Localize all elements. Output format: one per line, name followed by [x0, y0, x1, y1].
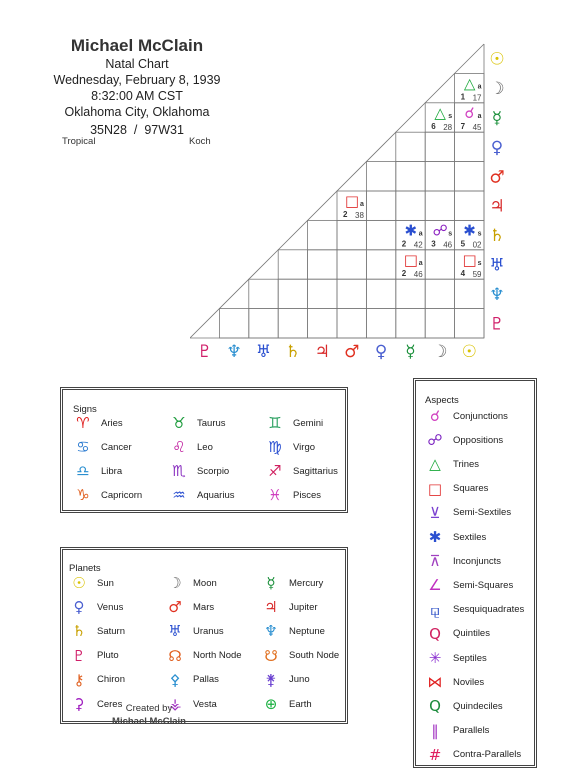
ceres-icon: ⚳	[73, 695, 85, 713]
aspect-cells	[343, 74, 482, 278]
inconjuncts-icon: ⊼	[429, 552, 441, 571]
aspect-item	[425, 672, 484, 692]
sextile-icon: ✱	[404, 221, 418, 240]
aspects-legend-title: Aspects	[425, 395, 459, 406]
planet-label: Juno	[289, 674, 310, 686]
planet-item	[261, 646, 339, 666]
aspect-item	[425, 430, 503, 450]
jupiter-column-icon: ♃	[314, 342, 330, 362]
sextile-aspect	[461, 221, 482, 249]
sign-label: Scorpio	[197, 465, 230, 477]
aspect-label: Sesquiquadrates	[453, 604, 525, 616]
sign-item	[169, 485, 235, 505]
sagittarius-icon: ♐	[268, 462, 282, 480]
contra-parallels-icon: #	[428, 745, 442, 764]
applying-separating-flag: a	[360, 201, 364, 208]
neptune-column-icon: ♆	[226, 342, 242, 362]
planet-item	[165, 670, 219, 690]
square-icon: □	[462, 250, 477, 269]
grid-cell	[366, 162, 395, 191]
pluto-icon: ♇	[72, 646, 86, 665]
aspect-label: Conjunctions	[453, 410, 508, 422]
chart-type: Natal Chart	[105, 57, 169, 71]
planet-item	[69, 621, 125, 641]
pisces-icon: ♓	[268, 486, 282, 504]
scorpio-icon: ♏	[172, 462, 186, 480]
venus-column-icon: ♀	[374, 342, 388, 362]
aspect-item	[425, 575, 513, 595]
leo-icon: ♌	[172, 438, 186, 456]
planet-item	[165, 597, 214, 617]
signs-legend-title: Signs	[73, 404, 97, 415]
saturn-row-icon: ♄	[489, 226, 505, 247]
uranus-row-icon: ♅	[489, 255, 505, 276]
orb-minutes: 46	[413, 269, 423, 279]
grid-cell	[455, 279, 484, 308]
aspect-label: Squares	[453, 483, 489, 495]
aspect-label: Septiles	[453, 652, 487, 664]
sign-label: Libra	[101, 465, 123, 477]
house-system: Koch	[189, 136, 211, 147]
aspect-grid	[190, 40, 520, 370]
grid-cell	[308, 279, 337, 308]
signs-legend	[60, 387, 348, 513]
grid-cell	[396, 162, 425, 191]
aspect-item	[425, 551, 501, 571]
orb-degrees: 2	[401, 239, 407, 249]
square-aspect	[402, 251, 423, 279]
planet-label: Jupiter	[289, 601, 318, 613]
applying-separating-flag: s	[477, 259, 482, 267]
orb-minutes: 42	[413, 240, 423, 250]
libra-icon: ♎	[76, 462, 90, 480]
applying-separating-flag: a	[418, 230, 423, 238]
mercury-column-icon: ☿	[405, 342, 416, 362]
orb-degrees: 2	[401, 268, 407, 278]
applying-separating-flag: s	[477, 230, 482, 238]
pallas-icon: ⚴	[169, 670, 181, 689]
grid-cell	[455, 162, 484, 191]
sun-icon: ☉	[72, 574, 86, 592]
birth-date: Wednesday, February 8, 1939	[53, 73, 221, 87]
orb-degrees: 3	[431, 239, 436, 249]
moon-column-icon: ☽	[432, 342, 448, 362]
aspect-label: Contra-Parallels	[453, 749, 522, 761]
created-by-label: Created by	[125, 703, 173, 714]
aspect-label: Parallels	[453, 725, 490, 737]
right-planet-column	[489, 50, 504, 335]
sun-row-icon: ☉	[489, 49, 505, 70]
trine-icon: △	[434, 103, 446, 122]
planet-label: South Node	[289, 650, 340, 662]
longitude: 97W31	[144, 123, 184, 137]
planet-item	[261, 621, 325, 641]
north-node-icon: ☊	[168, 646, 182, 665]
planet-label: Earth	[289, 698, 312, 710]
planet-label: Mercury	[289, 577, 324, 589]
venus-icon: ♀	[73, 598, 85, 617]
uranus-column-icon: ♅	[255, 342, 272, 362]
planet-label: Mars	[193, 601, 215, 613]
orb-degrees: 1	[460, 92, 466, 102]
orb-minutes: 02	[472, 240, 482, 250]
aspect-item	[425, 745, 521, 765]
south-node-icon: ☋	[264, 646, 278, 665]
grid-cell	[455, 191, 484, 220]
planet-item	[261, 670, 310, 690]
planet-label: North Node	[193, 650, 242, 662]
grid-cell	[308, 220, 337, 249]
planet-item	[69, 573, 114, 593]
sextile-aspect	[402, 221, 423, 249]
orb-minutes: 28	[443, 122, 453, 132]
orb-minutes: 38	[355, 211, 364, 220]
aspect-item	[425, 721, 489, 741]
grid-cell	[366, 279, 395, 308]
planet-item	[165, 573, 217, 593]
planets-legend-title: Planets	[69, 563, 101, 574]
saturn-column-icon: ♄	[285, 342, 301, 362]
applying-separating-flag: s	[448, 230, 453, 238]
aspect-label: Quintiles	[453, 628, 490, 640]
grid-cell	[425, 162, 454, 191]
grid-cell	[425, 250, 454, 279]
grid-cell	[366, 250, 395, 279]
orb-minutes: 59	[472, 269, 482, 279]
aspects-legend	[413, 378, 537, 768]
septiles-icon: ✳	[428, 649, 442, 667]
aquarius-icon: ♒	[172, 486, 186, 504]
chiron-icon: ⚷	[73, 670, 85, 689]
sextiles-icon: ✱	[428, 528, 442, 546]
grid-cell	[278, 279, 307, 308]
pluto-column-icon: ♇	[197, 342, 213, 362]
aspect-label: Trines	[453, 458, 480, 470]
orb-minutes: 45	[472, 122, 482, 132]
virgo-icon: ♍	[268, 438, 282, 456]
orb-degrees: 4	[460, 268, 466, 278]
square-icon: □	[403, 250, 418, 269]
trines-icon: △	[429, 455, 441, 474]
sign-item	[73, 413, 123, 433]
planet-item	[165, 621, 224, 641]
planet-item	[69, 597, 123, 617]
sign-item	[265, 437, 315, 457]
sign-label: Sagittarius	[293, 465, 338, 477]
grid-cell	[219, 309, 248, 338]
orb-degrees: 5	[460, 239, 466, 249]
aspect-item	[425, 600, 524, 620]
squares-icon: □	[427, 479, 443, 498]
planet-label: Neptune	[289, 625, 325, 637]
person-name: Michael McClain	[70, 36, 204, 55]
grid-cell	[396, 309, 425, 338]
opposition-icon: ☍	[432, 221, 448, 240]
planet-label: Moon	[193, 577, 217, 589]
grid-cell	[308, 309, 337, 338]
conjunction-icon: ☌	[464, 103, 475, 122]
aspect-label: Inconjuncts	[453, 555, 502, 567]
sign-item	[265, 413, 323, 433]
grid-cell	[366, 191, 395, 220]
sesquiquadrates-icon: ⚼	[429, 600, 441, 619]
latitude: 35N28	[90, 123, 127, 137]
created-by-author: Michael McClain	[112, 716, 186, 727]
planet-item	[261, 694, 312, 714]
planet-label: Chiron	[97, 674, 125, 686]
jupiter-icon: ♃	[264, 598, 278, 617]
sign-label: Leo	[197, 441, 213, 453]
aspect-item	[425, 479, 488, 499]
neptune-row-icon: ♆	[489, 284, 505, 305]
opposition-aspect	[431, 221, 452, 249]
grid-cell	[455, 309, 484, 338]
sign-label: Pisces	[293, 489, 321, 501]
aspect-label: Noviles	[453, 676, 485, 688]
aspect-label: Sextiles	[453, 531, 487, 543]
semi-sextiles-icon: ⊻	[429, 503, 441, 522]
planet-item	[261, 597, 318, 617]
grid-cell	[337, 220, 366, 249]
planet-label: Pluto	[97, 650, 119, 662]
sign-item	[73, 485, 142, 505]
earth-icon: ⊕	[264, 695, 278, 713]
applying-separating-flag: s	[448, 112, 453, 120]
aspect-label: Quindeciles	[453, 700, 503, 712]
sign-item	[73, 461, 122, 481]
coord-separator: /	[133, 123, 138, 137]
trine-aspect	[461, 74, 482, 102]
semi-squares-icon: ∠	[428, 576, 442, 595]
sign-item	[265, 461, 338, 481]
applying-separating-flag: a	[477, 83, 482, 91]
square-aspect	[343, 192, 364, 220]
grid-cell	[425, 191, 454, 220]
gemini-icon: ♊	[268, 414, 282, 432]
taurus-icon: ♉	[172, 414, 186, 432]
planet-label: Pallas	[193, 674, 219, 686]
grid-cell	[337, 309, 366, 338]
sextile-icon: ✱	[463, 221, 476, 240]
grid-cell	[366, 309, 395, 338]
sign-label: Taurus	[197, 417, 226, 429]
jupiter-row-icon: ♃	[489, 196, 505, 217]
square-icon: □	[344, 192, 360, 210]
mercury-row-icon: ☿	[491, 108, 503, 129]
planets-legend	[60, 547, 348, 724]
quintiles-icon: Q	[429, 624, 441, 643]
grid-cell	[396, 191, 425, 220]
grid-cell	[249, 309, 278, 338]
aspect-item	[425, 454, 479, 474]
grid-cell	[366, 220, 395, 249]
planet-label: Sun	[97, 577, 114, 589]
sign-item	[169, 437, 213, 457]
sign-item	[169, 413, 226, 433]
credit	[94, 702, 204, 728]
sign-item	[169, 461, 229, 481]
vesta-icon: ⚶	[168, 695, 182, 713]
aspect-label: Semi-Squares	[453, 579, 514, 591]
uranus-icon: ♅	[168, 622, 182, 641]
mars-icon: ♂	[168, 598, 182, 617]
parallels-icon: ∥	[431, 721, 439, 740]
planet-item	[165, 646, 242, 666]
applying-separating-flag: a	[418, 259, 423, 267]
quindeciles-icon: Q	[429, 697, 441, 716]
grid-cell	[278, 250, 307, 279]
square-aspect	[461, 251, 482, 279]
neptune-icon: ♆	[264, 622, 278, 641]
birth-time: 8:32:00 AM CST	[91, 89, 183, 103]
juno-icon: ⚵	[265, 670, 277, 689]
grid-cell	[425, 279, 454, 308]
grid-cell	[425, 309, 454, 338]
sun-column-icon: ☉	[461, 342, 477, 362]
trine-aspect	[431, 104, 452, 132]
aspect-item	[425, 648, 487, 668]
orb-degrees: 7	[460, 121, 466, 131]
grid-cell	[308, 250, 337, 279]
aries-icon: ♈	[76, 414, 90, 432]
sign-label: Gemini	[293, 417, 324, 429]
planet-label: Saturn	[97, 625, 125, 637]
sign-label: Aquarius	[197, 489, 235, 501]
aspect-item	[425, 624, 490, 644]
planet-label: Uranus	[193, 625, 224, 637]
noviles-icon: ⋈	[427, 673, 443, 692]
sign-item	[265, 485, 321, 505]
aspect-label: Oppositions	[453, 434, 504, 446]
oppositions-icon: ☍	[427, 431, 443, 450]
orb-minutes: 17	[472, 93, 482, 103]
sign-label: Virgo	[293, 441, 316, 453]
zodiac-type: Tropical	[62, 136, 96, 147]
mars-column-icon: ♂	[344, 342, 360, 362]
capricorn-icon: ♑	[76, 486, 90, 504]
grid-cell	[396, 279, 425, 308]
bottom-planet-row	[197, 342, 477, 362]
grid-cell	[337, 279, 366, 308]
planet-label: Ceres	[97, 698, 123, 710]
grid-lines	[190, 44, 484, 338]
aspect-item	[425, 503, 511, 523]
aspect-item	[425, 527, 486, 547]
moon-icon: ☽	[168, 574, 182, 592]
sign-label: Capricorn	[101, 489, 143, 501]
applying-separating-flag: a	[477, 112, 482, 120]
planet-label: Venus	[97, 601, 124, 613]
sign-label: Aries	[101, 417, 123, 429]
grid-cell	[455, 132, 484, 161]
sign-item	[73, 437, 132, 457]
grid-cell	[249, 279, 278, 308]
conjunction-aspect	[461, 104, 482, 132]
planet-item	[69, 670, 125, 690]
aspect-item	[425, 406, 508, 426]
aspect-item	[425, 696, 503, 716]
orb-minutes: 46	[443, 240, 453, 250]
moon-row-icon: ☽	[489, 79, 505, 100]
aspect-label: Semi-Sextiles	[453, 507, 512, 519]
venus-row-icon: ♀	[490, 137, 504, 158]
trine-icon: △	[463, 74, 476, 93]
planet-item	[261, 573, 323, 593]
planet-item	[69, 646, 119, 666]
planet-label: Vesta	[193, 698, 217, 710]
grid-cell	[396, 132, 425, 161]
cancer-icon: ♋	[76, 438, 90, 456]
grid-cell	[278, 309, 307, 338]
orb-degrees: 6	[431, 121, 436, 131]
grid-cell	[425, 132, 454, 161]
mars-row-icon: ♂	[489, 167, 505, 188]
birth-place: Oklahoma City, Oklahoma	[64, 105, 210, 119]
pluto-row-icon: ♇	[489, 314, 505, 335]
sign-label: Cancer	[101, 441, 132, 453]
conjunctions-icon: ☌	[429, 407, 441, 425]
mercury-icon: ☿	[266, 574, 276, 592]
orb-degrees: 2	[343, 210, 348, 219]
saturn-icon: ♄	[72, 622, 86, 641]
grid-cell	[337, 250, 366, 279]
